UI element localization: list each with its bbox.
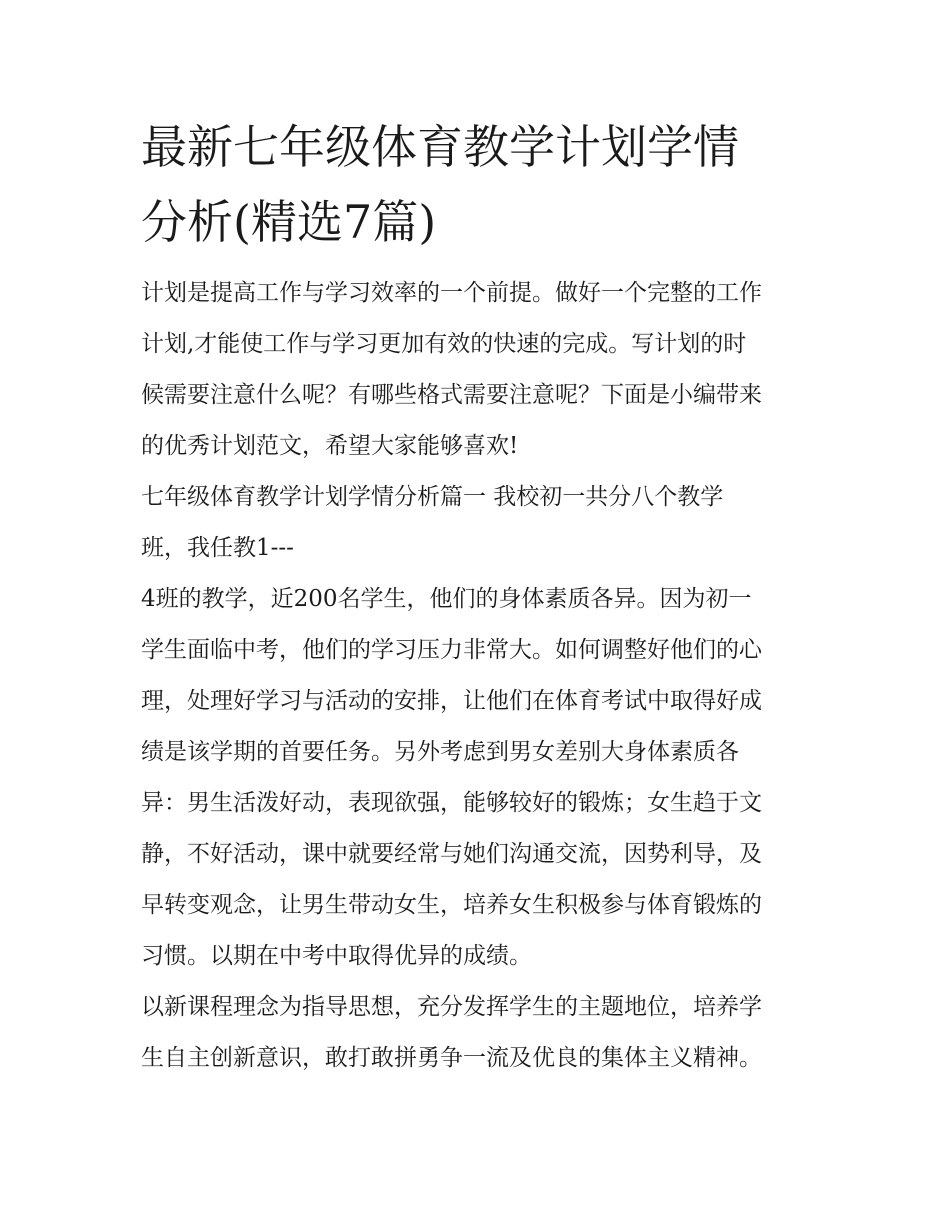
body-line: 静，不好活动，课中就要经常与她们沟通交流，因势利导，及 (141, 841, 762, 867)
body-line: 以新课程理念为指导思想，充分发挥学生的主题地位，培养学 (141, 994, 762, 1020)
body-line: 绩是该学期的首要任务。另外考虑到男女差别大身体素质各 (141, 739, 739, 765)
body-line: 早转变观念，让男生带动女生，培养女生积极参与体育锻炼的 (141, 892, 762, 918)
body-line: 班，我任教1--- (141, 535, 294, 561)
body-line: 计划,才能使工作与学习更加有效的快速的完成。写计划的时 (141, 331, 747, 357)
body-line: 理，处理好学习与活动的安排，让他们在体育考试中取得好成 (141, 688, 762, 714)
body-line: 异：男生活泼好动，表现欲强，能够较好的锻炼；女生趋于文 (141, 790, 762, 816)
title-line-1: 最新七年级体育教学计划学情 (141, 120, 739, 174)
title-line-2: 分析(精选7篇) (141, 195, 437, 249)
body-line: 习惯。以期在中考中取得优异的成绩。 (141, 943, 532, 969)
body-line: 4班的教学，近200名学生，他们的身体素质各异。因为初一 (141, 586, 752, 612)
document-title (141, 110, 821, 260)
body-line: 计划是提高工作与学习效率的一个前提。做好一个完整的工作 (141, 280, 762, 306)
document-content (141, 110, 821, 1084)
body-line: 学生面临中考，他们的学习压力非常大。如何调整好他们的心 (141, 637, 762, 663)
body-line: 生自主创新意识，敢打敢拼勇争一流及优良的集体主义精神。 (141, 1045, 762, 1071)
document-body (141, 268, 821, 1084)
body-line: 候需要注意什么呢？有哪些格式需要注意呢？下面是小编带来 (141, 382, 762, 408)
body-line: 的优秀计划范文，希望大家能够喜欢! (141, 433, 519, 459)
body-line: 七年级体育教学计划学情分析篇一 我校初一共分八个教学 (141, 484, 724, 510)
